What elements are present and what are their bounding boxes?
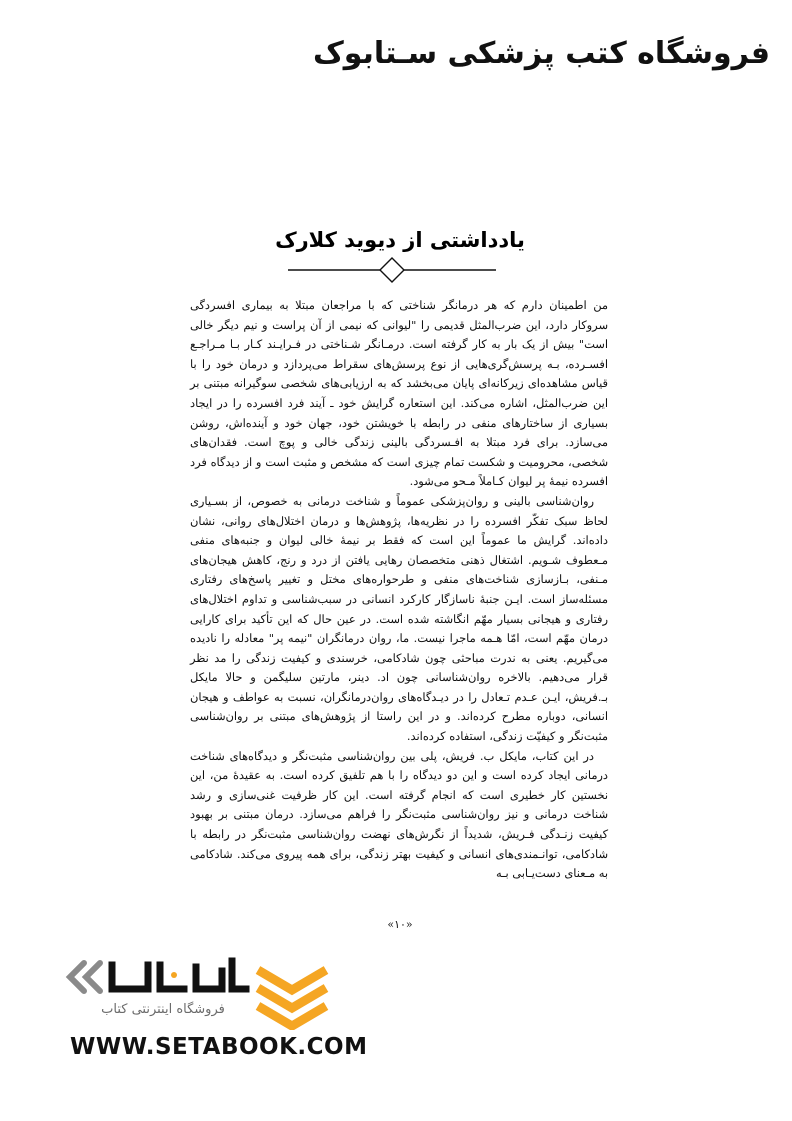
store-header-title: فروشگاه کتب پزشکی سـتابوک bbox=[313, 36, 770, 71]
paragraph: روان‌شناسی بالینی و روان‌پزشکی عموماً و شناخت درمانی به خصوص، از بسـیاری لحاظ سبک تفکّر افسرده را در نظریه‌ها، پژوهش‌ها و درمان اختلال‌های روانی، نشان داده‌اند. گرایش ما عموماً این است که فقط بر نیمهٔ خالی لیوان و جنبه‌های منفی مـعطوف شـویم. اشتغال ذهنی متخصصان رهایی یافتن از درد و رنج، کاهش هیجان‌های مـنفی، بـازسازی شناخت‌های منفی و طرحواره‌های مختل و تغییر پاسخ‌های رفتاری مسئله‌ساز است. ایـن جنبهٔ ناسازگار کارکرد انسانی در سبب‌شناسی و تداوم اختلال‌های رفتاری و هیجانی بسیار مهّم انگاشته شده است. در عین حال که این تأکید برای کارایی درمان مهّم است، امّا هـمه ماجرا نیست. ما، روان درمانگران "نیمه پر" معادله را نادیده می‌گیریم. یعنی به ندرت مباحثی چون شادکامی، خرسندی و کیفیت زندگی را مد نظر قرار می‌دهیم. بالاخره روان‌شناسانی چون ا‌د. دینر، مارتین سلیگمن و حالا مایکل بـ.فریش، ایـن عـدم تـعادل را در دیـدگاه‌های روان‌درمانگران، نسبت به عواطف و هیجان انسانی، دوباره مطرح کرده‌اند. و در این راستا از پژوهش‌های مبتنی بر روان‌شناسی مثبت‌نگر و کیفیّت زندگی، استفاده کرده‌اند. bbox=[190, 493, 608, 744]
title-ornament bbox=[288, 257, 496, 283]
body-text bbox=[190, 296, 608, 884]
chapter-title: یادداشتی از دیوید کلارک bbox=[275, 228, 525, 252]
paragraph: در این کتاب، مایکل ب. فریش، پلی بین روان‌شناسی مثبت‌نگر و دیدگاه‌های شناخت درمانی ایجاد کرده است و این دو دیدگاه را با هم تلفیق کرده است. به عقیدهٔ من، این نخستین کار خطیری است که انجام گرفته است. این کار ظرفیت غنی‌سازی و رشد شناخت درمانی و نیز روان‌شناسی مثبت‌نگر را فراهم می‌سازد. درمان مبتنی بر بهبود کیفیت زنـدگی فـریش، شدیداً از نگرش‌های نهضت روان‌شناسی مثبت‌نگر در رابطه با شادکامی، توانـمندی‌های انسانی و کیفیت بهتر زندگی، برای همه پیروی می‌کند. شادکامی به مـعنای دست‌یـابی بـه bbox=[190, 748, 608, 881]
paragraph: من اطمینان دارم که هر درمانگر شناختی که با مراجعان مبتلا به بیماری افسردگی سروکار دارد، این ضرب‌المثل قدیمی را "لیوانی که نیمی از آن پراست و نیم دیگر خالی است" بیش از یک بار به کار گرفته است. درمـانگر شـناختی در فـرایـند کـار بـا مـراجـع افسـرده، بـه پرسش‌گری‌هایی از نوع پرسش‌های سقراط می‌پردازد و درمان خود را با قیاس مشاهده‌ای زیرکانه‌ای پایان می‌بخشد که به ارزیابی‌های شخصی سوگیرانه مبتنی بر این ضرب‌المثل، اشاره می‌کند. این استعاره گرایش خود ـ آیند فرد افسرده را در ایجاد بسیاری از ساختارهای منفی در رابطه با خویشتن خود، جهان خود و آینده‌اش، روشن می‌سازد. برای فرد مبتلا به افـسردگی بالینی زندگی خالی و پوچ است. فقدان‌های شخصی، محرومیت و شکست تمام چیزی است که مشخص و مثبت است و از دیدگاه فرد افسرده نیمهٔ پر لیوان کـاملاً مـحو می‌شود. bbox=[190, 298, 608, 489]
website-url[interactable]: WWW.SETABOOK.COM bbox=[70, 1034, 368, 1060]
logo-tagline: فروشگاه اینترنتی کتاب bbox=[101, 1002, 225, 1017]
page-number: «۱۰» bbox=[387, 918, 413, 931]
setabook-logo-icon bbox=[252, 960, 332, 1030]
